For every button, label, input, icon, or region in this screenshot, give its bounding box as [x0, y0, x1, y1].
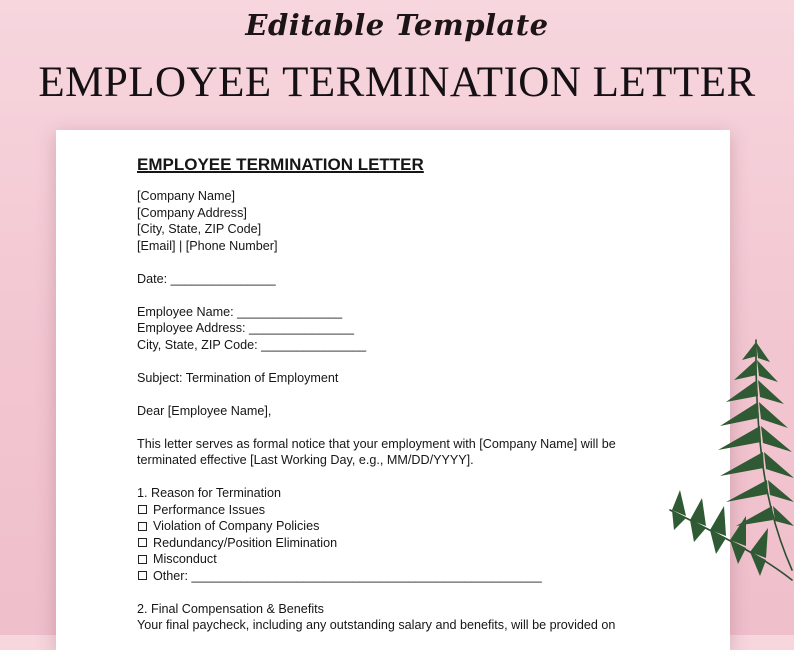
employee-city-line: City, State, ZIP Code: _______________	[137, 337, 367, 352]
company-name: [Company Name]	[137, 189, 235, 203]
subject-line: Subject: Termination of Employment	[137, 370, 339, 385]
reason-label: Misconduct	[153, 552, 217, 566]
reason-label: Performance Issues	[153, 502, 265, 517]
employee-address-line: Employee Address: _______________	[137, 321, 355, 335]
notice-paragraph-line-2: terminated effective [Last Working Day, e.g., MM/DD/YYYY].	[137, 453, 474, 467]
employee-name-line: Employee Name: _______________	[137, 304, 343, 319]
page-title: EMPLOYEE TERMINATION LETTER	[38, 59, 756, 106]
section-2-text-line-1: Your final paycheck, including any outstanding salary and benefits, will be provided on	[137, 618, 616, 632]
reason-label: Other: __________________________________________________	[153, 568, 542, 583]
company-email-phone: [Email] | [Phone Number]	[137, 238, 278, 253]
salutation: Dear [Employee Name],	[137, 403, 272, 418]
script-title: Editable Template	[245, 8, 549, 42]
letter-body	[137, 154, 697, 634]
date-line: Date: _______________	[137, 271, 276, 286]
notice-paragraph-line-1: This letter serves as formal notice that your employment with [Company Name] will be	[137, 436, 616, 451]
reason-option[interactable]	[137, 518, 697, 535]
checkbox[interactable]	[138, 555, 147, 564]
company-address: [Company Address]	[137, 205, 247, 220]
checkbox[interactable]	[138, 522, 147, 531]
checkbox[interactable]	[138, 538, 147, 547]
reason-option[interactable]	[137, 568, 697, 585]
company-city-state-zip: [City, State, ZIP Code]	[137, 222, 262, 236]
letter-title: EMPLOYEE TERMINATION LETTER	[137, 155, 424, 174]
reason-option[interactable]	[137, 535, 697, 552]
reason-label: Violation of Company Policies	[153, 519, 320, 533]
document-page	[56, 130, 730, 650]
reason-option[interactable]	[137, 551, 697, 568]
section-2-heading: 2. Final Compensation & Benefits	[137, 601, 324, 616]
palm-leaf-icon	[660, 330, 794, 590]
reason-option[interactable]	[137, 502, 697, 519]
section-1-heading: 1. Reason for Termination	[137, 486, 281, 500]
reason-label: Redundancy/Position Elimination	[153, 535, 338, 550]
checkbox[interactable]	[138, 505, 147, 514]
checkbox[interactable]	[138, 571, 147, 580]
